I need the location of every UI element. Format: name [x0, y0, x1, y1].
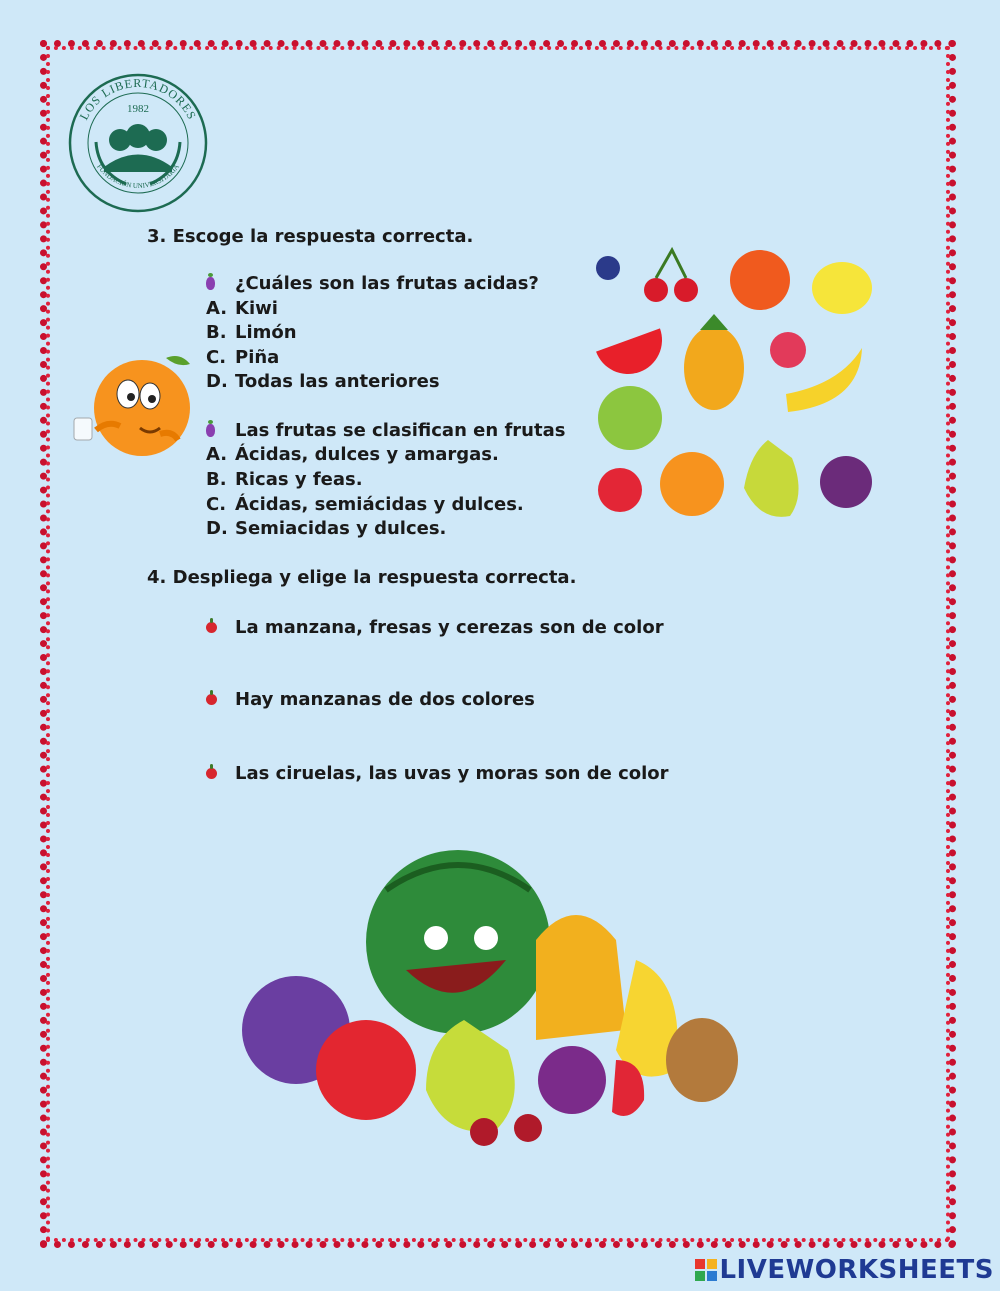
orange-character-illustration	[68, 350, 196, 468]
q3b-option[interactable]: B. Ricas y feas.	[206, 469, 363, 490]
q4-item[interactable]: Las ciruelas, las uvas y moras son de color	[206, 763, 669, 784]
question-4-title: 4. Despliega y elige la respuesta correcta.	[147, 567, 577, 588]
q3a-option[interactable]: A. Kiwi	[206, 298, 278, 319]
logo-subtitle: FUNDACIÓN UNIVERSITARIA	[95, 162, 181, 191]
q3a-option[interactable]: B. Limón	[206, 322, 297, 343]
q3b-option[interactable]: A. Ácidas, dulces y amargas.	[206, 444, 499, 465]
question-3-title: 3. Escoge la respuesta correcta.	[147, 226, 474, 247]
fruit-grid-illustration	[590, 244, 890, 534]
grape-bullet-icon	[206, 277, 215, 290]
grape-bullet-icon	[206, 424, 215, 437]
q3a-question: ¿Cuáles son las frutas acidas?	[206, 273, 539, 294]
logo-name: LOS LIBERTADORES	[76, 75, 200, 123]
apple-bullet-icon	[206, 768, 217, 779]
q3a-option[interactable]: C. Piña	[206, 347, 280, 368]
q4-item[interactable]: La manzana, fresas y cerezas son de color	[206, 617, 664, 638]
apple-bullet-icon	[206, 694, 217, 705]
liveworksheets-logo: LIVEWORKSHEETS	[695, 1255, 994, 1285]
apple-bullet-icon	[206, 622, 217, 633]
university-logo	[60, 72, 216, 214]
q3b-option[interactable]: D. Semiacidas y dulces.	[206, 518, 447, 539]
fruit-group-illustration	[236, 850, 756, 1150]
svg-text:LOS LIBERTADORES	[77, 76, 200, 122]
q4-item[interactable]: Hay manzanas de dos colores	[206, 689, 535, 710]
q3b-option[interactable]: C. Ácidas, semiácidas y dulces.	[206, 494, 524, 515]
logo-year: 1982	[127, 103, 149, 115]
liveworksheets-icon	[695, 1259, 717, 1281]
q3a-option[interactable]: D. Todas las anteriores	[206, 371, 440, 392]
q3b-question: Las frutas se clasifican en frutas	[206, 420, 565, 441]
